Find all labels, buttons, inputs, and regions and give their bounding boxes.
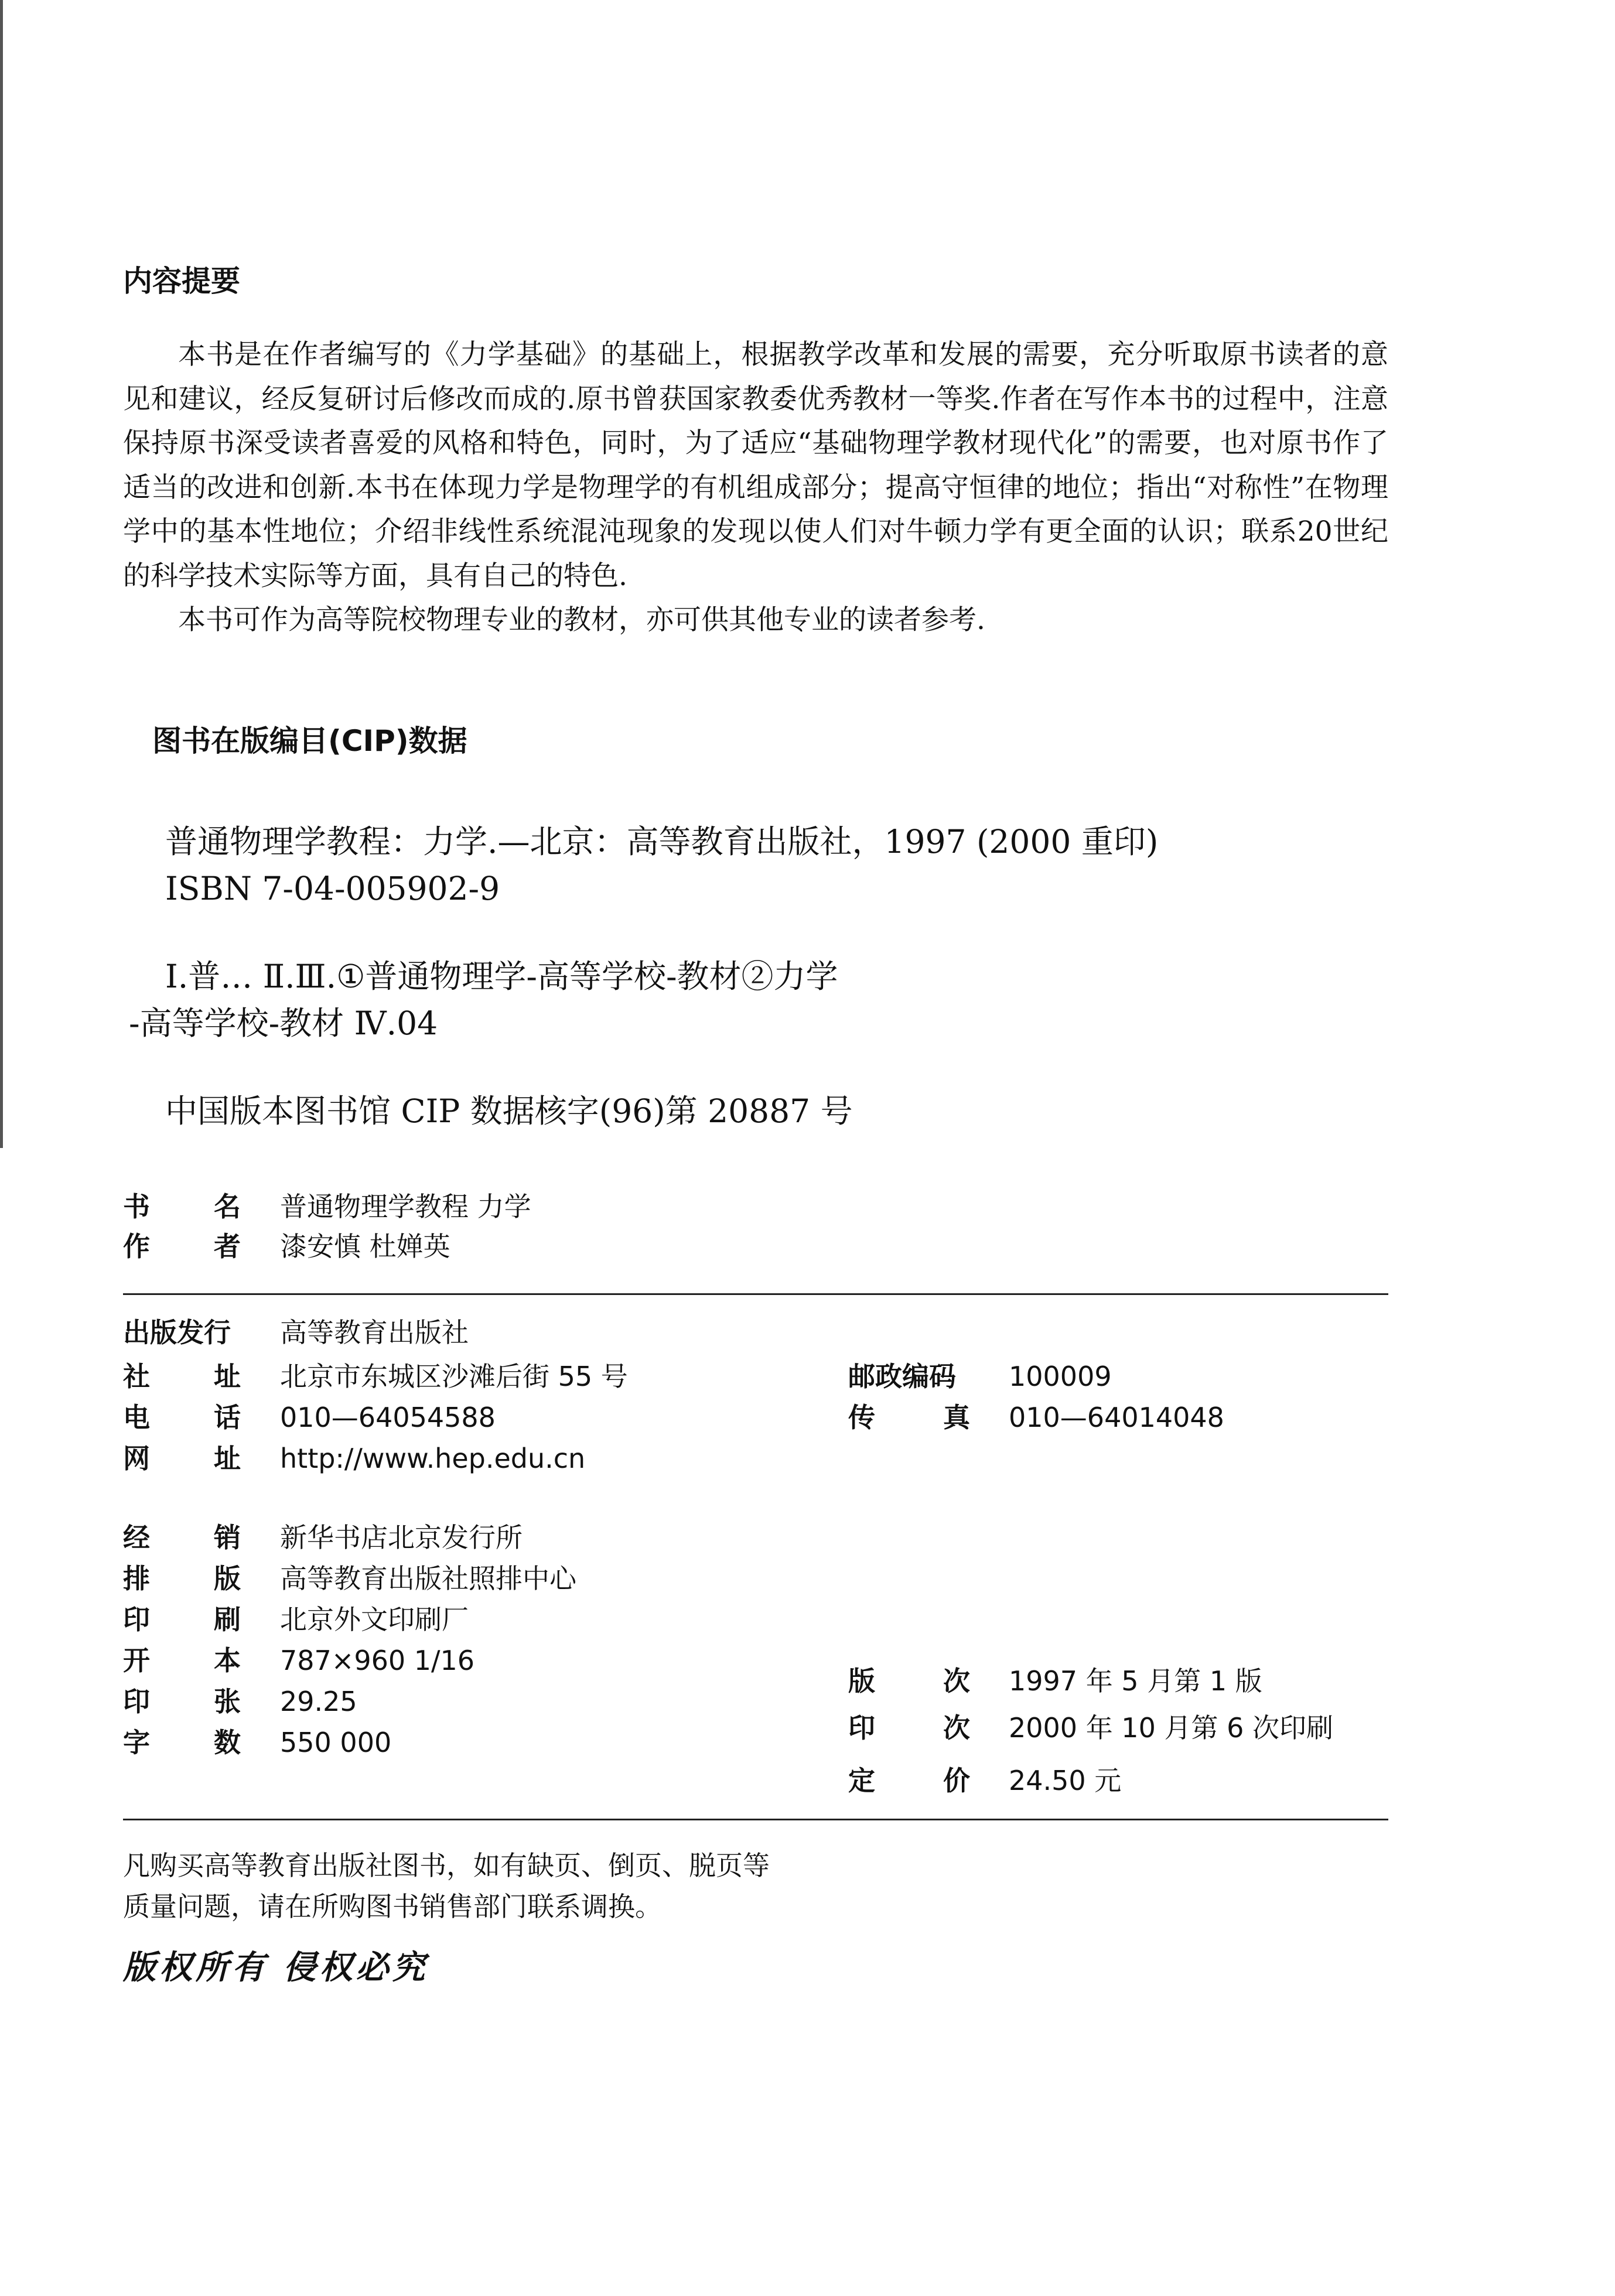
page-edge: [0, 0, 3, 1148]
cip-number: 中国版本图书馆 CIP 数据核字(96)第 20887 号: [165, 1092, 853, 1130]
copyright-statement: 版权所有 侵权必究: [123, 1948, 429, 1987]
notice-line: 质量问题，请在所购图书销售部门联系调换。: [123, 1891, 662, 1922]
divider: [123, 1293, 1388, 1295]
summary-paragraph: 本书是在作者编写的《力学基础》的基础上，根据教学改革和发展的需要，充分听取原书读者的意见和建议，经反复研讨后修改而成的.原书曾获国家教委优秀教材一等奖.作者在写作本书的过程中，注意保持原书深受读者喜爱的风格和特色，同时，为了适应“基础物理学教材现代化”的需要，也对原书作了适当的改进和创新.本书在体现力学是物理学的有机组成部分；提高守恒律的地位；指出“对称性”在物理学中的基本性地位；介绍非线性系统混沌现象的发现以使人们对牛顿力学有更全面的认识；联系20世纪的科学技术实际等方面，具有自己的特色.: [123, 339, 1388, 592]
author-value: 漆安慎 杜婵英: [280, 1231, 450, 1262]
copyright-page: 内容提要 本书是在作者编写的《力学基础》的基础上，根据教学改革和发展的需要，充分听取原书读者的意见和建议，经反复研讨后修改而成的.原书曾获国家教委优秀教材一等奖.作者在写作本书的过程中，注意保持原书深受读者喜爱的风格和特色，同时，为了适应“基础物理学教材现代化”的需要，也对原书作了适当的改进和创新.本书在体现力学是物理学的有机组成部分；提高守恒律的地位；指出“对称性”在物理学中的基本性地位；介绍非线性系统混沌现象的发现以使人们对牛顿力学有更全面的认识；联系20世纪的科学技术实际等方面，具有自己的特色. 本书可作为高等院校物理专业的教材，亦可供其他专业的读者参考. 图书在版编目(CIP)数据 普通物理学教程：力学.—北京：高等教育出版社，1997 (2000 重印) ISBN 7-04-005902-9 Ⅰ.普… Ⅱ.Ⅲ.①普通物理学-高等学校-教材②力学 -高等学校-教材 Ⅳ.04 中国版本图书馆 CIP 数据核字(96)第 20887 号 书 名 普通物理学教程 力学 作 者 漆安慎 杜婵英 出版发行 高等教育出版社 社 址 北京市东城区沙滩后街 55 号 邮政编码 100009 电 话 010—64054588 传 真 010—64014048 网 址 http://www.hep.edu.cn 经 销 新华书店北京发行所 排 版 高等教育出版社照排中心 印 刷 北京外文印刷厂 开 本 787×960 1/16 版 次 1997 年 5 月第 1 版 印 张 29.25 印 次 2000 年 10 月第 6 次印刷 字 数 550 000 定 价 24.50 元 凡购买高等教育出版社图书，如有缺页、倒页、脱页等 质量问题，请在所购图书销售部门联系调换。 版权所有 侵权必究: [0, 0, 1615, 2296]
divider: [123, 1819, 1388, 1820]
cip-line: -高等学校-教材 Ⅳ.04: [129, 1004, 438, 1042]
cip-isbn: ISBN 7-04-005902-9: [165, 870, 500, 907]
cip-data: [129, 718, 1382, 1135]
cip-line: 普通物理学教程：力学.—北京：高等教育出版社，1997 (2000 重印): [165, 823, 1159, 860]
cip-heading: 图书在版编目(CIP)数据: [152, 724, 467, 758]
book-name-value: 普通物理学教程 力学: [280, 1191, 531, 1222]
summary-heading: 内容提要: [123, 264, 240, 298]
cip-line: Ⅰ.普… Ⅱ.Ⅲ.①普通物理学-高等学校-教材②力学: [165, 958, 838, 995]
notice-line: 凡购买高等教育出版社图书，如有缺页、倒页、脱页等: [123, 1850, 770, 1881]
summary-paragraph: 本书可作为高等院校物理专业的教材，亦可供其他专业的读者参考.: [178, 604, 985, 636]
content-summary: [123, 258, 1388, 643]
